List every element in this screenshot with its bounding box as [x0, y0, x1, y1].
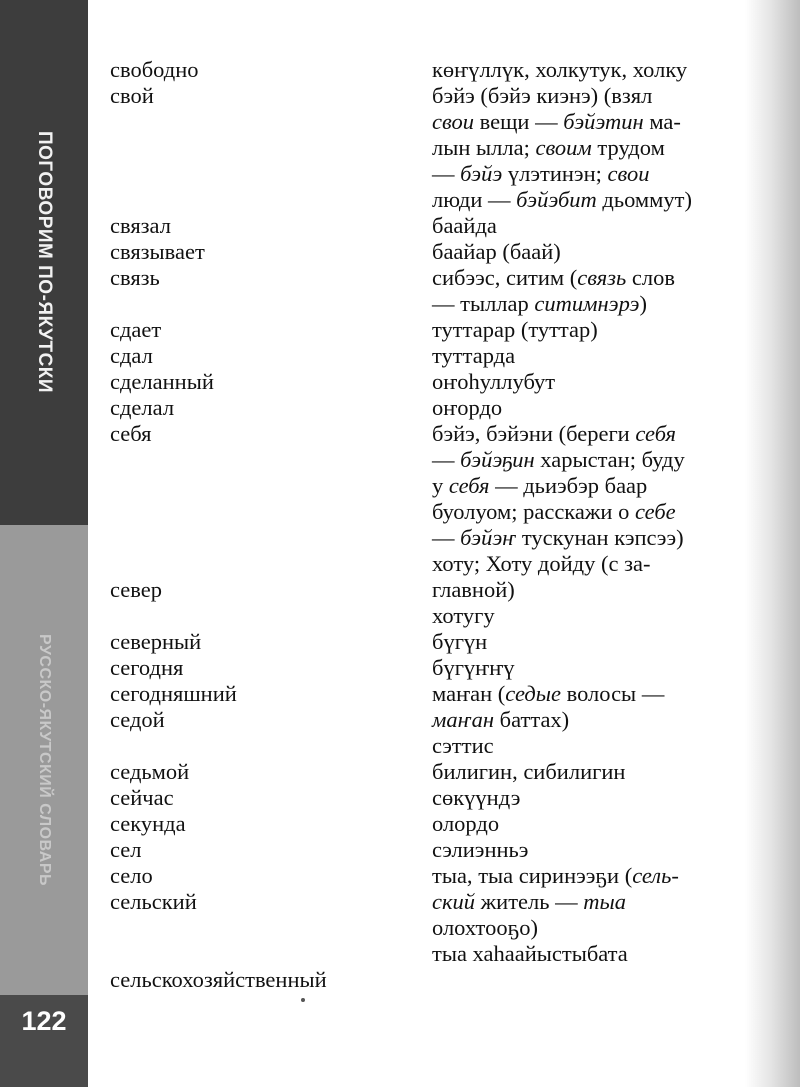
translation-line: ский житель — тыа [432, 889, 627, 914]
translation-line: билигин, сибилигин [432, 759, 626, 784]
translation-line: главной) [432, 577, 515, 602]
translation-line: баайар (баай) [432, 239, 561, 264]
row-gap [110, 109, 410, 135]
translation-line: бүгүҥҥү [432, 655, 515, 680]
translation-line: хоту; Хоту дойду (с за- [432, 551, 651, 576]
headword: сегодняшний [110, 681, 237, 706]
translation-line: туттарар (туттар) [432, 317, 598, 342]
headword: свой [110, 83, 154, 108]
headword: связь [110, 265, 160, 290]
headword: сегодня [110, 655, 184, 680]
headword: седьмой [110, 759, 190, 784]
row-gap [110, 499, 410, 525]
headword: северный [110, 629, 202, 654]
row-gap [110, 291, 410, 317]
translation-line: баайда [432, 213, 497, 238]
row-gap [110, 941, 410, 967]
translation-line: сөкүүндэ [432, 785, 521, 810]
headword: сдает [110, 317, 162, 342]
yakut-translations-column [432, 57, 732, 967]
row-gap [110, 603, 410, 629]
translation-line: люди — бэйэбит дьоммут) [432, 187, 692, 212]
translation-line: бэйэ (бэйэ киэнэ) (взял [432, 83, 653, 108]
section-title: РУССКО-ЯКУТСКИЙ СЛОВАРЬ [36, 633, 53, 887]
translation-line: олордо [432, 811, 500, 836]
translation-line: — бэйэ үлэтинэн; свои [432, 161, 650, 186]
translation-line: туттарда [432, 343, 516, 368]
headword: связывает [110, 239, 205, 264]
row-gap [110, 187, 410, 213]
translation-line: көҥүллүк, холкутук, холку [432, 57, 688, 82]
row-gap [110, 525, 410, 551]
print-speck [301, 998, 305, 1002]
row-gap [110, 161, 410, 187]
headword: сдал [110, 343, 153, 368]
headword: секунда [110, 811, 186, 836]
translation-line: тыа хаһаайыстыбата [432, 941, 628, 966]
headword: север [110, 577, 162, 602]
row-gap [110, 733, 410, 759]
row-gap [110, 915, 410, 941]
translation-line: — бэйэҕин харыстан; буду [432, 447, 685, 472]
headword: сельскохозяйственный [110, 967, 327, 992]
russian-headwords-column [110, 57, 410, 993]
headword: сделанный [110, 369, 214, 394]
translation-line: — бэйэҥ тускунан кэпсээ) [432, 525, 684, 550]
translation-line: олохтооҕо) [432, 915, 538, 940]
row-gap [110, 473, 410, 499]
translation-line: бүгүн [432, 629, 488, 654]
row-gap [110, 135, 410, 161]
headword: сделал [110, 395, 175, 420]
translation-line: сибээс, ситим (связь слов [432, 265, 675, 290]
translation-line: лын ылла; своим трудом [432, 135, 665, 160]
headword: себя [110, 421, 152, 446]
translation-line: оҥордо [432, 395, 503, 420]
headword: седой [110, 707, 165, 732]
translation-line: маҥан баттах) [432, 707, 570, 732]
headword: сельский [110, 889, 197, 914]
row-gap [110, 551, 410, 577]
page-edge-shadow [745, 0, 800, 1087]
translation-line: хотугу [432, 603, 495, 628]
page-number: 122 [21, 1006, 67, 1036]
headword: сейчас [110, 785, 174, 810]
headword: свободно [110, 57, 199, 82]
translation-line: оҥоһуллубут [432, 369, 556, 394]
translation-line: тыа, тыа сиринээҕи (сель- [432, 863, 679, 888]
sidebar [0, 0, 88, 1087]
translation-line: бэйэ, бэйэни (береги себя [432, 421, 676, 446]
translation-line: маҥан (седые волосы — [432, 681, 665, 706]
translation-line: — тыллар ситимнэрэ) [432, 291, 647, 316]
translation-line: буолуом; расскажи о себе [432, 499, 676, 524]
row-gap [110, 447, 410, 473]
translation-line: сэлиэнньэ [432, 837, 529, 862]
translation-line: у себя — дьиэбэр баар [432, 473, 648, 498]
headword: сел [110, 837, 142, 862]
headword: село [110, 863, 153, 888]
translation-line: свои вещи — бэйэтин ма- [432, 109, 681, 134]
headword: связал [110, 213, 171, 238]
running-title: ПОГОВОРИМ ПО-ЯКУТСКИ [34, 130, 55, 394]
translation-line: сэттис [432, 733, 494, 758]
